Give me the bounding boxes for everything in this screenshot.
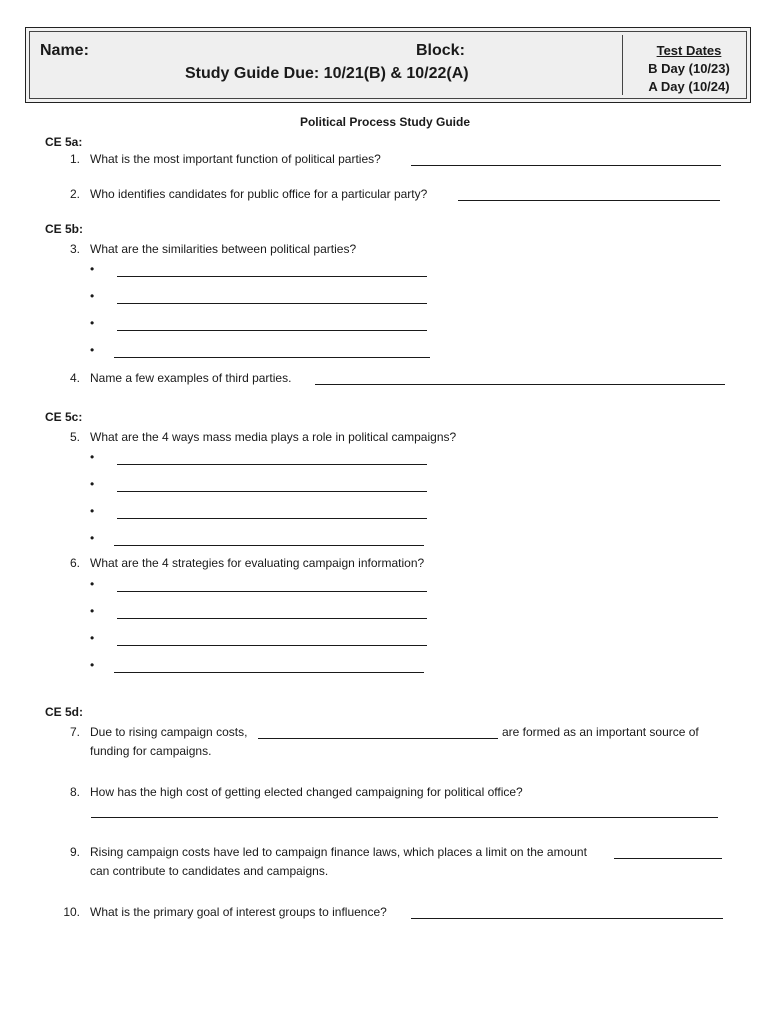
bullet-dot: • [90,343,95,357]
answer-blank[interactable] [114,357,430,358]
bullet-dot: • [90,477,95,491]
bullet-item [90,504,114,518]
section-ce5a: CE 5a: [45,135,83,149]
bullet-dot: • [90,450,95,464]
due-date-label: Study Guide Due: 10/21(B) & 10/22(A) [185,65,469,82]
question-text: What are the 4 strategies for evaluating campaign information? [90,556,425,570]
test-dates-panel [626,42,752,96]
header-divider [622,35,623,95]
answer-blank[interactable] [117,491,427,492]
answer-blank[interactable] [411,918,723,919]
bullet-dot: • [90,658,95,672]
header-box [25,27,751,103]
page-title: Political Process Study Guide [299,115,471,129]
bullet-item [90,477,114,491]
answer-blank[interactable] [114,545,424,546]
question-number: 2. [69,187,80,201]
question-text: Name a few examples of third parties. [90,371,292,385]
bullet-item [90,262,114,276]
name-label: Name: [40,42,89,59]
question-number: 10. [63,905,80,919]
bullet-item [90,450,114,464]
answer-blank[interactable] [117,645,427,646]
answer-blank[interactable] [117,618,427,619]
question-text: What is the primary goal of interest groups to influence? [90,905,387,919]
section-ce5c: CE 5c: [45,410,83,424]
question-number: 6. [69,556,80,570]
question-number: 9. [69,845,80,859]
bullet-dot: • [90,504,95,518]
answer-blank[interactable] [411,165,721,166]
question-number: 8. [69,785,80,799]
bullet-dot: • [90,531,95,545]
question-text: Rising campaign costs have led to campaign finance laws, which places a limit on the amount [90,845,587,859]
a-day-date: A Day (10/24) [648,79,730,94]
question-text: Who identifies candidates for public office for a particular party? [90,187,428,201]
question-text-continued: can contribute to candidates and campaigns. [90,864,329,878]
section-ce5b: CE 5b: [45,222,84,236]
bullet-item [90,289,114,303]
bullet-dot: • [90,577,95,591]
bullet-item [90,658,114,672]
answer-blank[interactable] [458,200,720,201]
answer-blank[interactable] [117,591,427,592]
answer-blank[interactable] [117,330,427,331]
question-text: What is the most important function of political parties? [90,152,381,166]
answer-blank[interactable] [614,858,722,859]
bullet-item [90,531,114,545]
question-number: 5. [69,430,80,444]
answer-blank[interactable] [91,817,718,818]
answer-blank[interactable] [114,672,424,673]
question-text: What are the similarities between political parties? [90,242,357,256]
bullet-dot: • [90,604,95,618]
question-number: 7. [69,725,80,739]
bullet-dot: • [90,262,95,276]
question-text-end: are formed as an important source of [502,725,699,739]
question-text-continued: funding for campaigns. [90,744,212,758]
section-ce5d: CE 5d: [45,705,84,719]
bullet-item [90,343,114,357]
answer-blank[interactable] [117,276,427,277]
bullet-item [90,316,114,330]
question-number: 1. [69,152,80,166]
bullet-dot: • [90,631,95,645]
question-text: How has the high cost of getting elected changed campaigning for political office? [90,785,523,799]
header-shade [29,31,747,99]
question-number: 4. [69,371,80,385]
block-label: Block: [416,42,465,59]
question-text: What are the 4 ways mass media plays a role in political campaigns? [90,430,457,444]
bullet-item [90,604,114,618]
answer-blank[interactable] [117,518,427,519]
b-day-date: B Day (10/23) [648,61,730,76]
question-text-start: Due to rising campaign costs, [90,725,248,739]
question-number: 3. [69,242,80,256]
bullet-dot: • [90,289,95,303]
bullet-dot: • [90,316,95,330]
bullet-item [90,577,114,591]
test-dates-title: Test Dates [656,43,722,58]
answer-blank[interactable] [258,738,498,739]
answer-blank[interactable] [117,464,427,465]
answer-blank[interactable] [315,384,725,385]
answer-blank[interactable] [117,303,427,304]
bullet-item [90,631,114,645]
